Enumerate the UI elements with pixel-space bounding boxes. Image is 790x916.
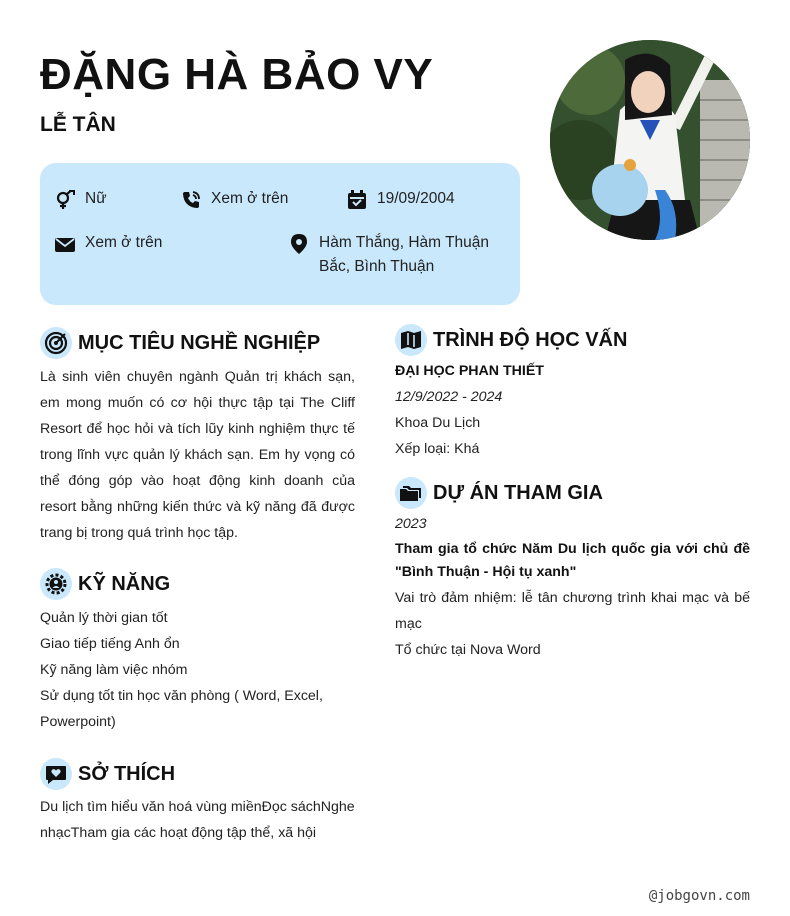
phone-value: Xem ở trên	[211, 190, 289, 207]
skills-title: KỸ NĂNG	[78, 572, 171, 595]
project-role: Vai trò đảm nhiệm: lễ tân chương trình khai mạc và bế mạc	[395, 590, 750, 632]
contact-box	[40, 163, 520, 305]
profile-photo	[550, 40, 750, 240]
email-value: Xem ở trên	[85, 234, 163, 251]
hobbies-header	[40, 758, 175, 790]
project-place: Tổ chức tại Nova Word	[395, 642, 541, 658]
project-name: Tham gia tổ chức Năm Du lịch quốc gia với chủ đề "Bình Thuận - Hội tụ xanh"	[395, 541, 750, 580]
education-header	[395, 324, 627, 356]
projects-header	[395, 477, 603, 509]
target-icon	[40, 327, 72, 359]
email-icon	[55, 234, 75, 254]
skill-item: Kỹ năng làm việc nhóm	[40, 662, 188, 678]
skills-header	[40, 568, 170, 600]
objective-text: Là sinh viên chuyên ngành Quản trị khách sạn, em mong muốn có cơ hội thực tập tại The Cliff Resort để học hỏi và tích lũy kinh nghiệm thực tế trong lĩnh vực quản lý khách sạn. Em hy vọng có thể đóng góp vào hoạt động kinh doanh của resort bằng những kiến thức và kỹ năng đã được trang bị trong quá trình học tập.	[40, 369, 355, 541]
education-period: 12/9/2022 - 2024	[395, 389, 503, 405]
heart-message-icon	[40, 758, 72, 790]
objective-title: MỤC TIÊU NGHỀ NGHIỆP	[78, 331, 321, 354]
candidate-name: ĐẶNG HÀ BẢO VY	[40, 50, 434, 99]
job-title: LỄ TÂN	[40, 113, 116, 136]
projects-title: DỰ ÁN THAM GIA	[433, 481, 603, 504]
phone-icon	[181, 190, 201, 210]
school-name: ĐẠI HỌC PHAN THIẾT	[395, 363, 544, 379]
education-details	[395, 358, 544, 462]
location-pin-icon	[289, 234, 309, 254]
book-icon	[395, 324, 427, 356]
gender-value: Nữ	[85, 190, 107, 207]
birthday-value: 19/09/2004	[377, 190, 455, 207]
skills-list	[40, 605, 323, 735]
hobbies-text: Du lịch tìm hiểu văn hoá vùng miềnĐọc sáchNghe nhạcTham gia các hoạt động tập thể, xã hội	[40, 799, 355, 841]
education-title: TRÌNH ĐỘ HỌC VẤN	[433, 328, 628, 351]
education-faculty: Khoa Du Lịch	[395, 415, 481, 431]
skills-gear-icon	[40, 568, 72, 600]
skill-item: Powerpoint)	[40, 714, 116, 730]
folders-icon	[395, 477, 427, 509]
projects-details	[395, 511, 750, 663]
skill-item: Giao tiếp tiếng Anh ổn	[40, 636, 180, 652]
footer-watermark: @jobgovn.com	[648, 888, 750, 904]
skill-item: Quản lý thời gian tốt	[40, 610, 168, 626]
objective-header	[40, 327, 320, 359]
project-year: 2023	[395, 516, 427, 532]
skill-item: Sử dụng tốt tin học văn phòng ( Word, Excel,	[40, 688, 323, 704]
education-rank: Xếp loại: Khá	[395, 441, 480, 457]
gender-icon	[55, 190, 75, 210]
hobbies-title: SỞ THÍCH	[78, 762, 176, 785]
address-value: Hàm Thắng, Hàm Thuận Bắc, Bình Thuận	[319, 234, 490, 275]
calendar-icon	[347, 190, 367, 210]
